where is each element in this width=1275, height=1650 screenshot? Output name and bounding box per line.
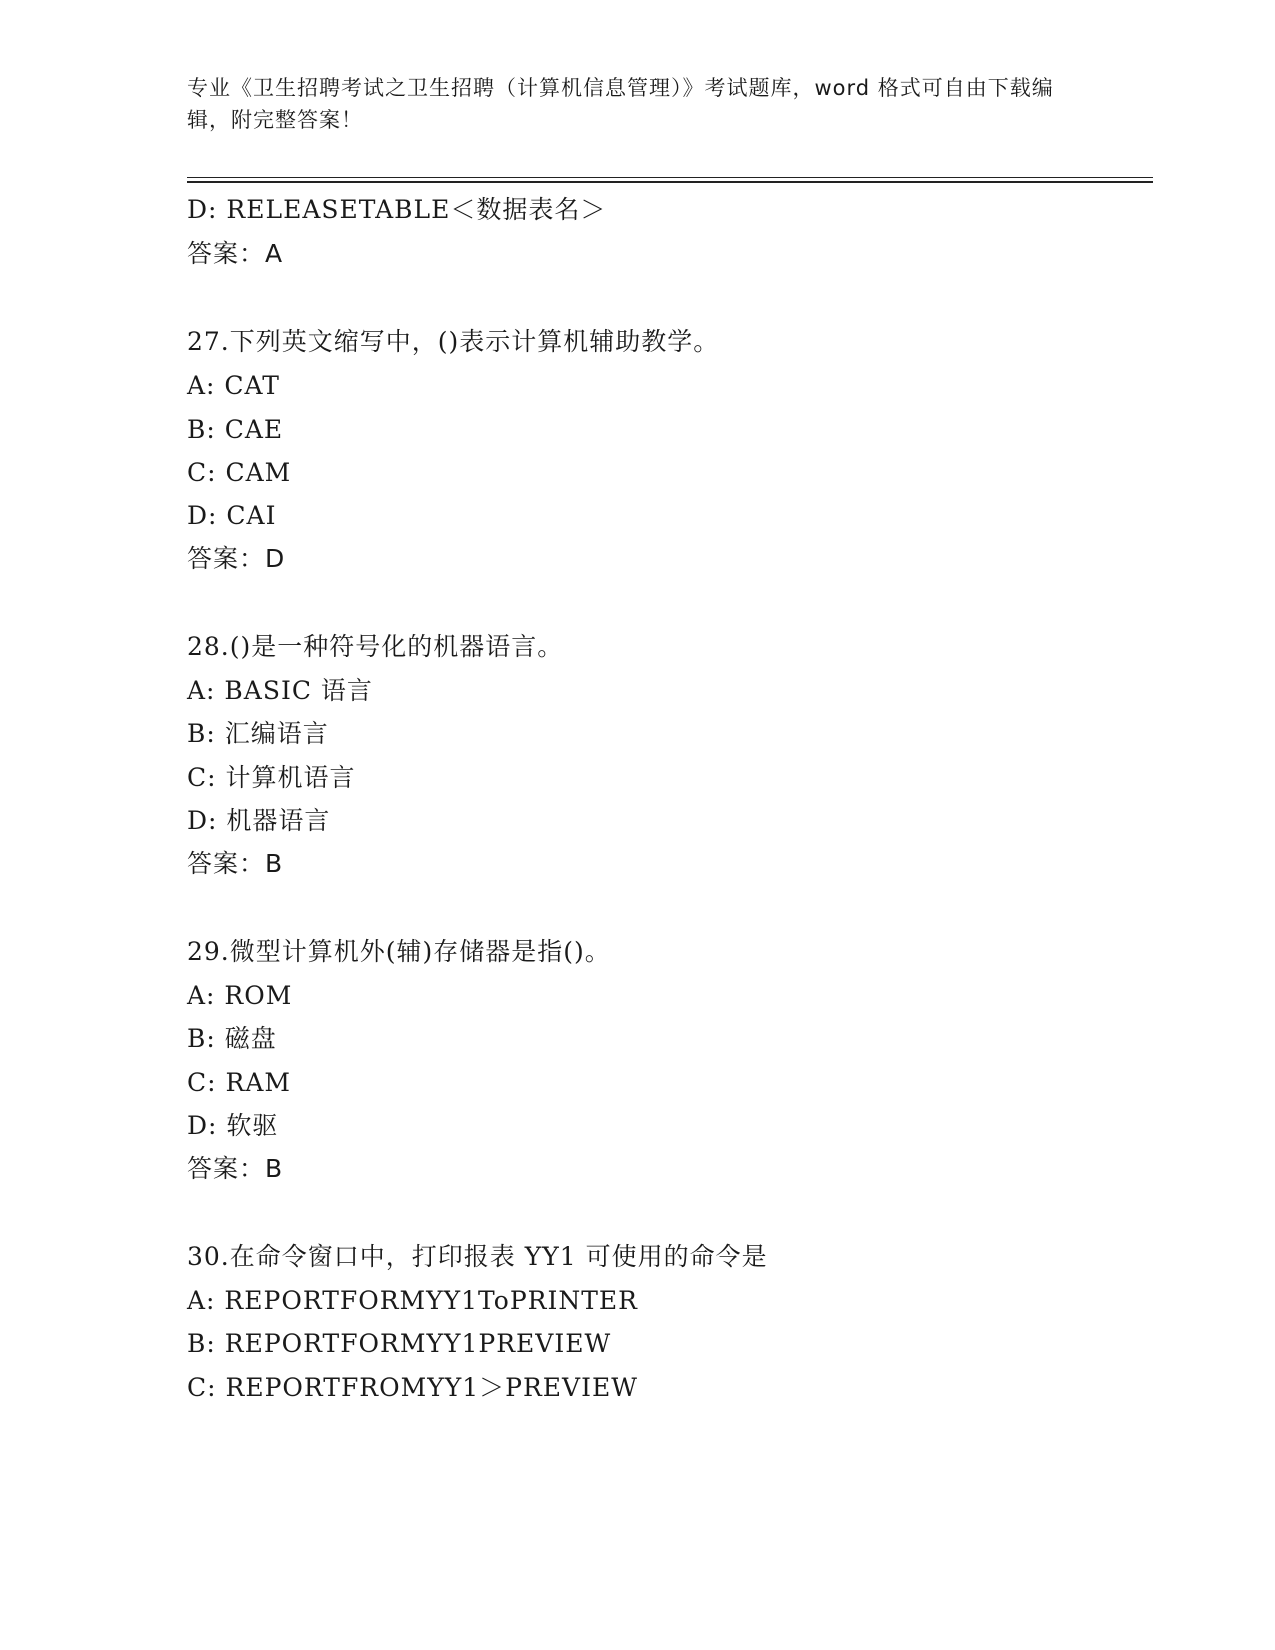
question-27-stem: 27.下列英文缩写中，()表示计算机辅助教学。	[187, 327, 720, 356]
question-27-option-c: C: CAM	[187, 458, 292, 487]
question-30-stem: 30.在命令窗口中，打印报表 YY1 可使用的命令是	[187, 1242, 768, 1271]
prev-answer: 答案：A	[187, 239, 284, 268]
question-29-option-d: D: 软驱	[187, 1111, 279, 1140]
question-28-option-c: C: 计算机语言	[187, 763, 356, 792]
question-27-option-b: B: CAE	[187, 415, 284, 444]
document-header: 专业《卫生招聘考试之卫生招聘（计算机信息管理）》考试题库，word 格式可自由下载编辑，附完整答案！	[187, 76, 1054, 132]
question-28-option-b: B: 汇编语言	[187, 719, 329, 748]
header-divider-thin	[187, 177, 1153, 178]
question-29-answer: 答案：B	[187, 1154, 284, 1183]
question-29-option-c: C: RAM	[187, 1068, 291, 1097]
question-27-answer: 答案：D	[187, 544, 286, 573]
question-29-stem: 29.微型计算机外(辅)存储器是指()。	[187, 937, 611, 966]
question-29-option-b: B: 磁盘	[187, 1024, 277, 1053]
question-28-option-d: D: 机器语言	[187, 806, 331, 835]
question-28-stem: 28.()是一种符号化的机器语言。	[187, 632, 564, 661]
header-divider-thick	[187, 181, 1153, 183]
question-30-option-b: B: REPORTFORMYY1PREVIEW	[187, 1329, 612, 1358]
question-28-option-a: A: BASIC 语言	[187, 676, 373, 705]
question-29-option-a: A: ROM	[187, 981, 293, 1010]
question-30-option-c: C: REPORTFROMYY1＞PREVIEW	[187, 1373, 638, 1402]
question-27-option-a: A: CAT	[187, 371, 280, 400]
prev-option-d: D: RELEASETABLE＜数据表名＞	[187, 195, 607, 224]
question-27-option-d: D: CAI	[187, 501, 277, 530]
question-28-answer: 答案：B	[187, 849, 284, 878]
question-30-option-a: A: REPORTFORMYY1ToPRINTER	[187, 1286, 638, 1315]
